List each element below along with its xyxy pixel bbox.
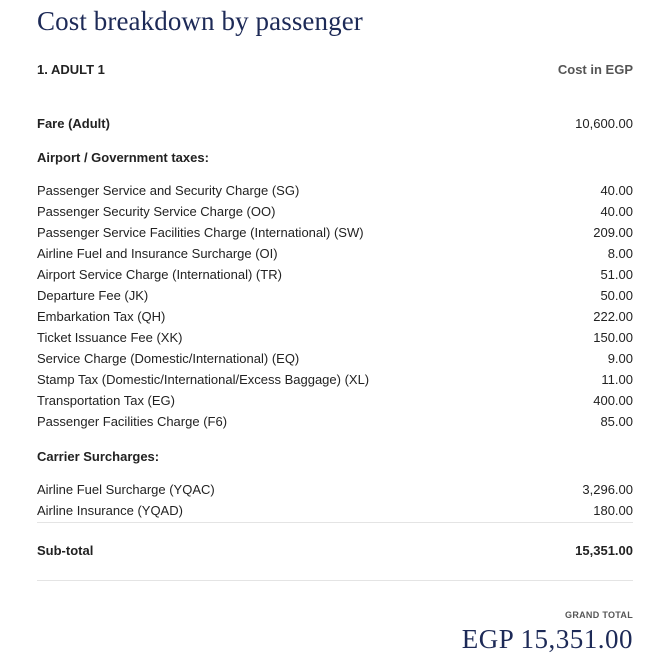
surcharge-label: Airline Fuel Surcharge (YQAC) — [37, 482, 215, 497]
surcharge-amount: 3,296.00 — [582, 482, 633, 497]
tax-row — [37, 309, 633, 325]
tax-row — [37, 288, 633, 304]
tax-amount: 11.00 — [601, 372, 633, 387]
tax-amount: 150.00 — [593, 330, 633, 345]
tax-amount: 8.00 — [607, 246, 633, 261]
subtotal-amount: 15,351.00 — [575, 543, 633, 558]
tax-row — [37, 372, 633, 388]
tax-row — [37, 225, 633, 241]
surcharge-row — [37, 503, 633, 519]
fare-label: Fare (Adult) — [37, 116, 110, 131]
currency-label: Cost in EGP — [557, 62, 633, 77]
tax-amount: 222.00 — [593, 309, 633, 324]
tax-row — [37, 351, 633, 367]
passenger-header — [37, 62, 633, 77]
tax-label: Ticket Issuance Fee (XK) — [37, 330, 183, 345]
tax-label: Airport Service Charge (International) (TR) — [37, 267, 282, 282]
tax-amount: 51.00 — [600, 267, 633, 282]
airport-taxes-heading: Airport / Government taxes: — [37, 150, 209, 165]
tax-row — [37, 267, 633, 283]
tax-row — [37, 183, 633, 199]
tax-label: Stamp Tax (Domestic/International/Excess Baggage) (XL) — [37, 372, 370, 387]
tax-row — [37, 204, 633, 220]
tax-row — [37, 330, 633, 346]
fare-amount: 10,600.00 — [575, 116, 633, 131]
tax-row — [37, 246, 633, 262]
tax-label: Embarkation Tax (QH) — [37, 309, 166, 324]
tax-amount: 85.00 — [600, 414, 633, 429]
tax-label: Passenger Service and Security Charge (SG) — [37, 183, 300, 198]
subtotal-label: Sub-total — [37, 543, 94, 558]
tax-label: Transportation Tax (EG) — [37, 393, 175, 408]
tax-amount: 209.00 — [593, 225, 633, 240]
tax-label: Passenger Security Service Charge (OO) — [37, 204, 276, 219]
fare-row — [37, 116, 633, 132]
subtotal-row — [37, 543, 633, 559]
grand-total-label: GRAND TOTAL — [565, 610, 633, 620]
page-title: Cost breakdown by passenger — [37, 6, 363, 36]
divider — [37, 522, 633, 523]
tax-amount: 40.00 — [600, 183, 633, 198]
tax-label: Departure Fee (JK) — [37, 288, 149, 303]
tax-amount: 40.00 — [600, 204, 633, 219]
tax-label: Passenger Service Facilities Charge (International) (SW) — [37, 225, 364, 240]
surcharge-label: Airline Insurance (YQAD) — [37, 503, 183, 518]
tax-label: Airline Fuel and Insurance Surcharge (OI) — [37, 246, 278, 261]
tax-row — [37, 414, 633, 430]
tax-row — [37, 393, 633, 409]
tax-amount: 400.00 — [593, 393, 633, 408]
surcharge-amount: 180.00 — [593, 503, 633, 518]
passenger-title: 1. ADULT 1 — [37, 62, 105, 77]
surcharge-row — [37, 482, 633, 498]
carrier-surcharges-heading: Carrier Surcharges: — [37, 449, 160, 464]
grand-total-amount: EGP 15,351.00 — [461, 624, 633, 654]
tax-amount: 50.00 — [600, 288, 633, 303]
divider — [37, 580, 633, 581]
tax-label: Passenger Facilities Charge (F6) — [37, 414, 228, 429]
tax-label: Service Charge (Domestic/International) (EQ) — [37, 351, 300, 366]
tax-amount: 9.00 — [607, 351, 633, 366]
